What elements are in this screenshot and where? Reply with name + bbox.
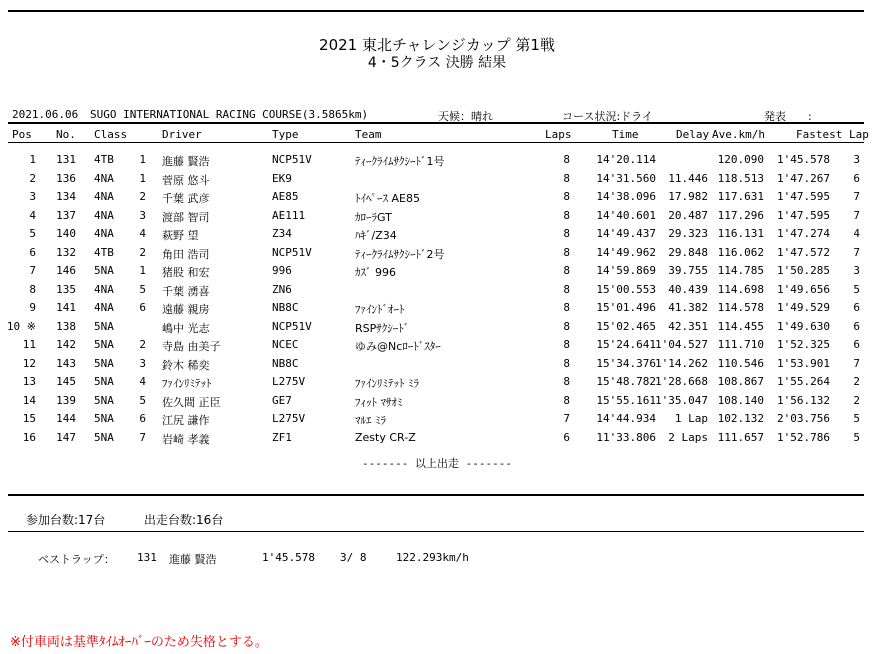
cell-fastest-lap-no: 6 bbox=[853, 171, 860, 185]
header-avg: Ave.km/h bbox=[712, 128, 765, 141]
cell-fastest: 1'47.267 bbox=[777, 171, 830, 185]
header-pos: Pos bbox=[12, 128, 32, 141]
cell-fastest-lap-no: 3 bbox=[853, 264, 860, 277]
table-row bbox=[0, 338, 874, 356]
cell-avg: 117.631 bbox=[717, 190, 764, 203]
cell-laps: 8 bbox=[563, 393, 570, 407]
cell-class: 5NA bbox=[94, 356, 114, 370]
cell-team: ﾌｨｯﾄ ﾏｻｵﾐ bbox=[355, 395, 403, 409]
cell-class: 5NA bbox=[94, 338, 114, 351]
cell-class-pos: 1 bbox=[139, 264, 146, 277]
cell-avg: 120.090 bbox=[717, 153, 764, 166]
cell-avg: 118.513 bbox=[717, 171, 764, 185]
cell-fastest: 1'49.630 bbox=[777, 319, 830, 333]
cell-delay: 17.982 bbox=[668, 190, 708, 203]
cell-fastest-lap-no: 2 bbox=[853, 393, 860, 407]
cell-fastest-lap-no: 7 bbox=[853, 356, 860, 370]
cell-laps: 8 bbox=[563, 319, 570, 333]
cell-type: 996 bbox=[272, 264, 292, 277]
cell-fastest: 1'50.285 bbox=[777, 264, 830, 277]
page-title: 2021 東北チャレンジカップ 第1戦 bbox=[319, 36, 555, 54]
cell-time: 15'02.465 bbox=[596, 319, 656, 333]
entries-count: 参加台数:17台 bbox=[26, 513, 106, 527]
cell-time: 14'40.601 bbox=[596, 208, 656, 222]
cell-team: ﾄｲﾍﾟｰｽ AE85 bbox=[355, 192, 420, 205]
cell-delay: 29.848 bbox=[668, 245, 708, 259]
cell-avg: 114.578 bbox=[717, 301, 764, 314]
cell-driver: 萩野 望 bbox=[162, 229, 199, 242]
table-row bbox=[0, 264, 874, 282]
cell-time: 15'01.496 bbox=[596, 301, 656, 314]
cell-no: 144 bbox=[56, 412, 76, 425]
cell-class-pos: 3 bbox=[139, 356, 146, 370]
cell-no: 139 bbox=[56, 393, 76, 407]
cell-class-pos: 7 bbox=[139, 430, 146, 444]
cell-laps: 6 bbox=[563, 430, 570, 444]
cell-fastest: 1'49.656 bbox=[777, 282, 830, 296]
cell-time: 14'49.962 bbox=[596, 245, 656, 259]
cell-time: 14'44.934 bbox=[596, 412, 656, 425]
cell-fastest: 1'49.529 bbox=[777, 301, 830, 314]
header-team: Team bbox=[355, 128, 382, 141]
table-row bbox=[0, 357, 874, 375]
cell-delay: 1'35.047 bbox=[655, 393, 708, 407]
disqualification-note: ※付車両は基準ﾀｲﾑｵｰﾊﾞｰのため失格とする。 bbox=[10, 635, 268, 650]
cell-pos: 12 bbox=[22, 356, 36, 370]
cell-avg: 102.132 bbox=[717, 412, 764, 425]
cell-fastest: 1'47.572 bbox=[777, 245, 830, 259]
cell-laps: 8 bbox=[563, 301, 570, 314]
cell-time: 15'48.782 bbox=[596, 375, 656, 388]
cell-class: 4NA bbox=[94, 190, 114, 203]
cell-avg: 116.062 bbox=[717, 245, 764, 259]
cell-time: 14'59.869 bbox=[596, 264, 656, 277]
header-time: Time bbox=[612, 128, 639, 141]
starters-count: 出走台数:16台 bbox=[144, 513, 224, 527]
best-lap-no: 131 bbox=[137, 551, 157, 564]
cell-team: RSPｻｸｼｰﾄﾞ bbox=[355, 321, 410, 335]
best-lap-label: ベストラップ： bbox=[38, 553, 115, 566]
cell-avg: 111.657 bbox=[717, 430, 764, 444]
cell-laps: 8 bbox=[563, 356, 570, 370]
cell-team: ｶｽﾞ 996 bbox=[355, 266, 396, 279]
cell-team: ｶﾛｰﾗGT bbox=[355, 210, 392, 224]
cell-time: 15'24.641 bbox=[596, 338, 656, 351]
cell-class: 4NA bbox=[94, 301, 114, 314]
cell-driver: 千葉 湧喜 bbox=[162, 284, 210, 298]
cell-delay: 41.382 bbox=[668, 301, 708, 314]
cell-type: AE111 bbox=[272, 208, 306, 222]
cell-fastest-lap-no: 7 bbox=[853, 245, 860, 259]
cell-no: 138 bbox=[56, 319, 76, 333]
cell-avg: 108.140 bbox=[717, 393, 764, 407]
table-row bbox=[0, 172, 874, 190]
announcement: 発表 : bbox=[764, 110, 812, 123]
cell-team: ﾌｧｲﾝﾘﾐﾃｯﾄ ﾐﾗ bbox=[355, 377, 419, 390]
cell-driver: 菅原 悠斗 bbox=[162, 173, 210, 187]
table-row bbox=[0, 209, 874, 227]
cell-type: ZF1 bbox=[272, 430, 292, 444]
finish-note: ------- 以上出走 ------- bbox=[362, 457, 512, 470]
cell-team: ﾌｧｲﾝﾄﾞｵｰﾄ bbox=[355, 303, 405, 316]
cell-class-pos: 2 bbox=[139, 190, 146, 203]
cell-delay: 11.446 bbox=[668, 171, 708, 185]
cell-class: 4NA bbox=[94, 171, 114, 185]
cell-fastest: 1'55.264 bbox=[777, 375, 830, 388]
cell-class: 4TB bbox=[94, 245, 114, 259]
cell-class: 4NA bbox=[94, 208, 114, 222]
cell-class: 5NA bbox=[94, 430, 114, 444]
cell-laps: 8 bbox=[563, 264, 570, 277]
cell-fastest: 1'45.578 bbox=[777, 153, 830, 166]
table-row bbox=[0, 153, 874, 171]
cell-class-pos: 1 bbox=[139, 153, 146, 166]
cell-fastest: 1'52.786 bbox=[777, 430, 830, 444]
race-date: 2021.06.06 bbox=[12, 108, 79, 121]
cell-pos: 16 bbox=[22, 430, 36, 444]
cell-avg: 114.698 bbox=[717, 282, 764, 296]
cell-class-pos: 4 bbox=[139, 227, 146, 240]
cell-fastest: 1'47.595 bbox=[777, 190, 830, 203]
cell-driver: ﾌｧｲﾝﾘﾐﾃｯﾄ bbox=[162, 377, 212, 390]
cell-fastest: 1'47.274 bbox=[777, 227, 830, 240]
table-row bbox=[0, 283, 874, 301]
cell-delay: 1'04.527 bbox=[655, 338, 708, 351]
cell-no: 134 bbox=[56, 190, 76, 203]
cell-avg: 114.455 bbox=[717, 319, 764, 333]
cell-delay: 1'28.668 bbox=[655, 375, 708, 388]
header-delay: Delay bbox=[676, 128, 710, 141]
cell-avg: 108.867 bbox=[717, 375, 764, 388]
table-row bbox=[0, 246, 874, 264]
cell-pos: 9 bbox=[29, 301, 36, 314]
table-row bbox=[0, 412, 874, 430]
cell-class-pos: 3 bbox=[139, 208, 146, 222]
cell-type: ZN6 bbox=[272, 282, 292, 296]
course-name: SUGO INTERNATIONAL RACING COURSE(3.5865km) bbox=[90, 108, 369, 121]
cell-fastest: 2'03.756 bbox=[777, 412, 830, 425]
cell-type: AE85 bbox=[272, 190, 299, 203]
table-row bbox=[0, 320, 874, 338]
summary-top-rule bbox=[8, 494, 864, 496]
cell-fastest-lap-no: 5 bbox=[853, 412, 860, 425]
cell-time: 15'55.161 bbox=[596, 393, 656, 407]
cell-no: 147 bbox=[56, 430, 76, 444]
cell-no: 131 bbox=[56, 153, 76, 166]
cell-time: 15'00.553 bbox=[596, 282, 656, 296]
cell-driver: 岩崎 孝義 bbox=[162, 432, 210, 446]
cell-delay: 20.487 bbox=[668, 208, 708, 222]
header-class: Class bbox=[94, 128, 128, 141]
cell-class: 4NA bbox=[94, 282, 114, 296]
cell-pos: 3 bbox=[29, 190, 36, 203]
cell-class: 5NA bbox=[94, 412, 114, 425]
cell-delay: 29.323 bbox=[668, 227, 708, 240]
summary-bottom-rule bbox=[8, 531, 864, 532]
cell-driver: 嶋中 光志 bbox=[162, 321, 210, 335]
cell-type: NCP51V bbox=[272, 245, 312, 259]
cell-class: 5NA bbox=[94, 375, 114, 388]
header-bottom-rule bbox=[8, 142, 864, 143]
cell-class: 5NA bbox=[94, 393, 114, 407]
cell-type: NB8C bbox=[272, 356, 299, 370]
header-top-rule bbox=[8, 122, 864, 124]
cell-avg: 116.131 bbox=[717, 227, 764, 240]
cell-laps: 8 bbox=[563, 190, 570, 203]
top-rule bbox=[8, 10, 864, 12]
cell-laps: 8 bbox=[563, 245, 570, 259]
weather: 天候：晴れ bbox=[438, 110, 493, 123]
cell-pos: 2 bbox=[29, 171, 36, 185]
course-condition: コース状況:ドライ bbox=[562, 110, 653, 123]
cell-fastest-lap-no: 3 bbox=[853, 153, 860, 166]
cell-team: Zesty CR-Z bbox=[355, 430, 416, 444]
cell-class-pos: 4 bbox=[139, 375, 146, 388]
cell-driver: 進藤 賢浩 bbox=[162, 155, 210, 168]
cell-class: 5NA bbox=[94, 264, 114, 277]
cell-avg: 114.785 bbox=[717, 264, 764, 277]
cell-time: 14'31.560 bbox=[596, 171, 656, 185]
cell-time: 14'38.096 bbox=[596, 190, 656, 203]
cell-avg: 111.710 bbox=[717, 338, 764, 351]
best-lap-lap: 3/ 8 bbox=[340, 551, 367, 564]
cell-driver: 遠藤 親房 bbox=[162, 303, 210, 316]
cell-driver: 渡部 智司 bbox=[162, 210, 210, 224]
table-row bbox=[0, 394, 874, 412]
cell-time: 14'20.114 bbox=[596, 153, 656, 166]
cell-class-pos: 5 bbox=[139, 282, 146, 296]
cell-pos: 6 bbox=[29, 245, 36, 259]
cell-pos: 8 bbox=[29, 282, 36, 296]
cell-delay: 40.439 bbox=[668, 282, 708, 296]
cell-laps: 8 bbox=[563, 375, 570, 388]
cell-fastest: 1'47.595 bbox=[777, 208, 830, 222]
cell-fastest: 1'53.901 bbox=[777, 356, 830, 370]
cell-type: NB8C bbox=[272, 301, 299, 314]
cell-class: 4NA bbox=[94, 227, 114, 240]
cell-pos: 13 bbox=[22, 375, 36, 388]
header-no: No. bbox=[56, 128, 76, 141]
cell-delay: 1 Lap bbox=[674, 412, 708, 425]
cell-driver: 佐久間 正臣 bbox=[162, 395, 221, 409]
cell-driver: 千葉 武彦 bbox=[162, 192, 210, 205]
cell-pos: 4 bbox=[29, 208, 36, 222]
cell-class: 4TB bbox=[94, 153, 114, 166]
cell-class: 5NA bbox=[94, 319, 114, 333]
cell-pos: 15 bbox=[22, 412, 36, 425]
cell-driver: 角田 浩司 bbox=[162, 247, 210, 261]
cell-class-pos: 2 bbox=[139, 338, 146, 351]
cell-pos: 10 ※ bbox=[6, 319, 36, 333]
cell-delay: 39.755 bbox=[668, 264, 708, 277]
cell-time: 14'49.437 bbox=[596, 227, 656, 240]
cell-no: 145 bbox=[56, 375, 76, 388]
best-lap-speed: 122.293km/h bbox=[396, 551, 469, 564]
cell-type: NCP51V bbox=[272, 319, 312, 333]
cell-no: 137 bbox=[56, 208, 76, 222]
table-row bbox=[0, 190, 874, 208]
cell-class-pos: 5 bbox=[139, 393, 146, 407]
cell-laps: 8 bbox=[563, 208, 570, 222]
cell-no: 132 bbox=[56, 245, 76, 259]
cell-fastest-lap-no: 2 bbox=[853, 375, 860, 388]
cell-laps: 8 bbox=[563, 338, 570, 351]
cell-pos: 7 bbox=[29, 264, 36, 277]
cell-no: 141 bbox=[56, 301, 76, 314]
cell-laps: 8 bbox=[563, 153, 570, 166]
header-driver: Driver bbox=[162, 128, 202, 141]
cell-pos: 1 bbox=[29, 153, 36, 166]
best-lap-time: 1'45.578 bbox=[262, 551, 315, 564]
cell-no: 142 bbox=[56, 338, 76, 351]
cell-driver: 猪股 和宏 bbox=[162, 266, 210, 279]
cell-no: 140 bbox=[56, 227, 76, 240]
cell-type: NCP51V bbox=[272, 153, 312, 166]
cell-pos: 5 bbox=[29, 227, 36, 240]
best-lap-driver: 進藤 賢浩 bbox=[169, 553, 217, 566]
cell-pos: 14 bbox=[22, 393, 36, 407]
cell-type: Z34 bbox=[272, 227, 292, 240]
cell-team: ゆみ@Ncﾛｰﾄﾞｽﾀｰ bbox=[355, 340, 441, 353]
cell-avg: 117.296 bbox=[717, 208, 764, 222]
cell-fastest: 1'56.132 bbox=[777, 393, 830, 407]
table-row bbox=[0, 301, 874, 319]
cell-laps: 8 bbox=[563, 171, 570, 185]
cell-fastest-lap-no: 5 bbox=[853, 282, 860, 296]
cell-team: ﾃｨｰｸﾗｲﾑｻｸｼｰﾄﾞ1号 bbox=[355, 155, 445, 168]
cell-type: L275V bbox=[272, 412, 306, 425]
cell-driver: 江尻 謙作 bbox=[162, 414, 210, 427]
cell-driver: 鈴木 稀奕 bbox=[162, 358, 210, 372]
cell-class-pos: 6 bbox=[139, 412, 146, 425]
header-type: Type bbox=[272, 128, 299, 141]
cell-delay: 2 Laps bbox=[668, 430, 708, 444]
cell-laps: 7 bbox=[563, 412, 570, 425]
cell-delay: 42.351 bbox=[668, 319, 708, 333]
header-laps: Laps bbox=[545, 128, 572, 141]
cell-fastest-lap-no: 5 bbox=[853, 430, 860, 444]
table-row bbox=[0, 227, 874, 245]
cell-laps: 8 bbox=[563, 282, 570, 296]
cell-class-pos: 6 bbox=[139, 301, 146, 314]
cell-type: EK9 bbox=[272, 171, 292, 185]
cell-fastest-lap-no: 6 bbox=[853, 319, 860, 333]
cell-team: ﾃｨｰｸﾗｲﾑｻｸｼｰﾄﾞ2号 bbox=[355, 247, 445, 261]
cell-no: 136 bbox=[56, 171, 76, 185]
cell-type: GE7 bbox=[272, 393, 292, 407]
cell-laps: 8 bbox=[563, 227, 570, 240]
cell-time: 11'33.806 bbox=[596, 430, 656, 444]
cell-type: L275V bbox=[272, 375, 306, 388]
cell-driver: 寺島 由美子 bbox=[162, 340, 221, 353]
cell-class-pos: 2 bbox=[139, 245, 146, 259]
cell-team: ﾊｷﾞ/Z34 bbox=[355, 229, 397, 242]
cell-no: 146 bbox=[56, 264, 76, 277]
cell-no: 143 bbox=[56, 356, 76, 370]
cell-no: 135 bbox=[56, 282, 76, 296]
table-row bbox=[0, 431, 874, 449]
cell-fastest-lap-no: 7 bbox=[853, 190, 860, 203]
cell-avg: 110.546 bbox=[717, 356, 764, 370]
cell-type: NCEC bbox=[272, 338, 299, 351]
cell-delay: 1'14.262 bbox=[655, 356, 708, 370]
cell-fastest-lap-no: 6 bbox=[853, 338, 860, 351]
cell-time: 15'34.376 bbox=[596, 356, 656, 370]
table-row bbox=[0, 375, 874, 393]
page-subtitle: 4・5クラス 決勝 結果 bbox=[367, 55, 507, 71]
cell-fastest: 1'52.325 bbox=[777, 338, 830, 351]
cell-pos: 11 bbox=[22, 338, 36, 351]
cell-fastest-lap-no: 6 bbox=[853, 301, 860, 314]
cell-class-pos: 1 bbox=[139, 171, 146, 185]
cell-fastest-lap-no: 4 bbox=[853, 227, 860, 240]
header-fastest: Fastest Lap bbox=[796, 128, 869, 141]
cell-team: ﾏﾙｴ ﾐﾗ bbox=[355, 414, 386, 427]
cell-fastest-lap-no: 7 bbox=[853, 208, 860, 222]
